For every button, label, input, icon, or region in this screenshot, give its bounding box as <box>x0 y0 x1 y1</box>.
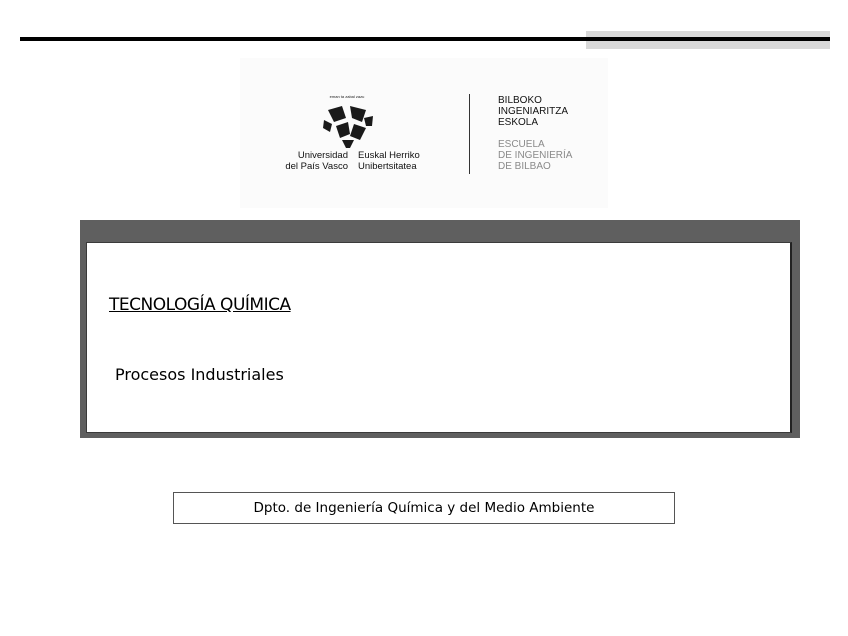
university-name-eu <box>358 150 458 172</box>
logo-divider <box>469 94 470 174</box>
university-eu-line2: Unibertsitatea <box>358 161 417 172</box>
course-subtitle: Procesos Industriales <box>115 365 284 384</box>
university-eu-line1: Euskal Herriko <box>358 150 420 161</box>
school-es-line3: DE BILBAO <box>498 161 551 172</box>
top-accent-band <box>586 31 830 49</box>
university-es-line2: del País Vasco <box>285 161 348 172</box>
school-name-es <box>498 139 572 172</box>
university-name-es <box>256 150 348 172</box>
department-label: Dpto. de Ingeniería Química y del Medio Ambiente <box>253 500 595 516</box>
logo-motto: eman ta zabal zazu <box>329 94 365 99</box>
school-es-line1: ESCUELA <box>498 139 545 150</box>
course-title: TECNOLOGÍA QUÍMICA <box>109 295 291 315</box>
school-es-line2: DE INGENIERÍA <box>498 150 573 161</box>
university-es-line1: Universidad <box>297 150 348 161</box>
school-name-eu <box>498 95 568 128</box>
university-emblem-icon <box>320 100 376 150</box>
school-eu-line3: ESKOLA <box>498 117 539 128</box>
department-box <box>173 492 675 524</box>
university-logo <box>240 58 608 208</box>
title-box <box>80 220 800 438</box>
title-box-inner <box>86 242 792 433</box>
school-eu-line1: BILBOKO <box>498 95 542 106</box>
school-eu-line2: INGENIARITZA <box>498 106 569 117</box>
